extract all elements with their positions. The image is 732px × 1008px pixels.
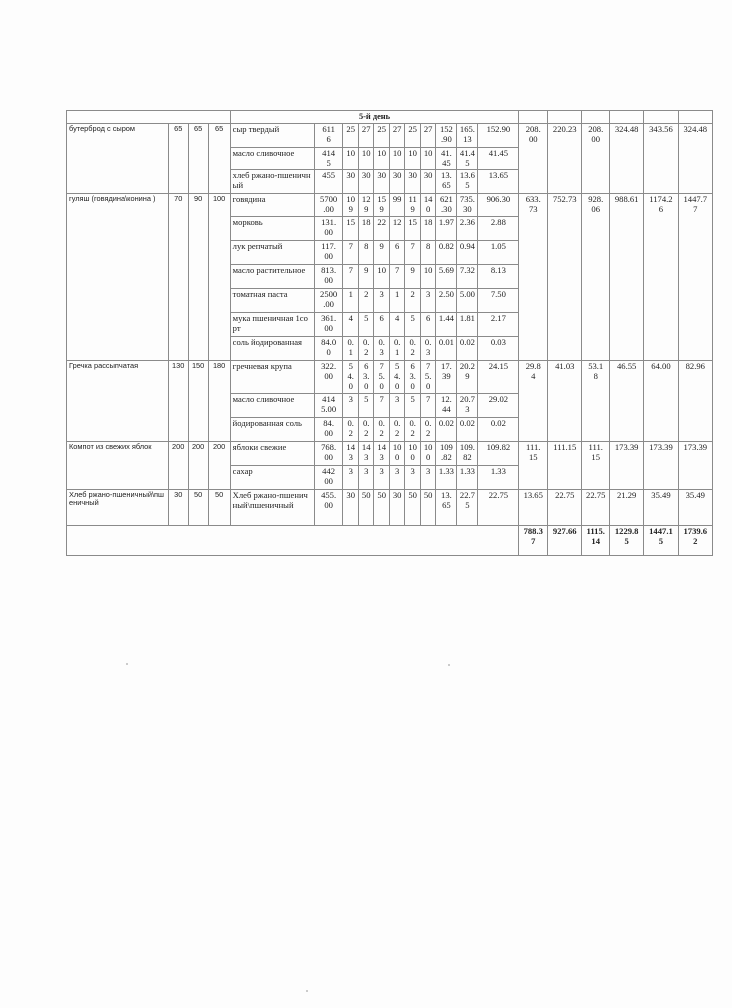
dish-total: 208. 00 [582, 123, 610, 194]
portion-weight: 70 [168, 194, 188, 361]
dish-total: 324.48 [678, 123, 712, 194]
ingredient-quantity: 15 [343, 217, 358, 241]
ingredient-quantity: 7 [389, 265, 404, 289]
ingredient-quantity: 75.0 [374, 361, 389, 394]
ingredient-quantity: 1 [389, 289, 404, 313]
ingredient-cost: 5.69 [436, 265, 457, 289]
dish-total: 1174.2 6 [644, 194, 678, 361]
ingredient-quantity: 30 [343, 489, 358, 525]
ingredient-quantity: 25 [374, 123, 389, 147]
ingredient-quantity: 109 [343, 194, 358, 217]
ingredient-total: 152.90 [478, 123, 519, 147]
scan-speck [306, 990, 308, 992]
ingredient-name: масло сливочное [230, 393, 314, 417]
ingredient-quantity: 0.3 [374, 337, 389, 361]
ingredient-price: 131. 00 [314, 217, 343, 241]
ingredient-price: 442 00 [314, 465, 343, 489]
ingredient-price: 84. 00 [314, 417, 343, 441]
dish-total: 35.49 [678, 489, 712, 525]
ingredient-price: 813. 00 [314, 265, 343, 289]
ingredient-name: морковь [230, 217, 314, 241]
ingredient-quantity: 1 [343, 289, 358, 313]
ingredient-quantity: 100 [420, 441, 435, 465]
ingredient-row [67, 361, 713, 394]
dish-total: 29.8 4 [519, 361, 548, 442]
ingredient-price: 414 5.00 [314, 393, 343, 417]
ingredient-total: 24.15 [478, 361, 519, 394]
ingredient-cost: 165. 13 [457, 123, 478, 147]
grand-total-value: 1447.1 5 [644, 525, 678, 555]
dish-name: бутерброд с сыром [67, 123, 169, 194]
ingredient-name: лук репчатый [230, 241, 314, 265]
ingredient-quantity: 15 [405, 217, 420, 241]
header-total-cell [519, 111, 548, 124]
ingredient-name: мука пшеничная 1сорт [230, 313, 314, 337]
dish-total: 22.75 [548, 489, 582, 525]
ingredient-price: 455 [314, 170, 343, 194]
ingredient-quantity: 7 [374, 393, 389, 417]
ingredient-cost: 13.6 5 [457, 170, 478, 194]
dish-total: 208. 00 [519, 123, 548, 194]
ingredient-quantity: 12 [389, 217, 404, 241]
ingredient-total: 2.88 [478, 217, 519, 241]
dish-name: гуляш (говядина\конина ) [67, 194, 169, 361]
ingredient-quantity: 27 [358, 123, 373, 147]
ingredient-quantity: 30 [389, 170, 404, 194]
ingredient-quantity: 3 [389, 465, 404, 489]
portion-weight: 180 [208, 361, 230, 442]
ingredient-quantity: 6 [389, 241, 404, 265]
ingredient-quantity: 3 [420, 289, 435, 313]
day-title: 5-й день [230, 111, 519, 124]
ingredient-cost: 41. 45 [436, 147, 457, 170]
ingredient-quantity: 0.2 [374, 417, 389, 441]
ingredient-price: 361. 00 [314, 313, 343, 337]
ingredient-cost: 7.32 [457, 265, 478, 289]
ingredient-quantity: 25 [405, 123, 420, 147]
ingredient-quantity: 10 [420, 147, 435, 170]
ingredient-cost: 2.50 [436, 289, 457, 313]
dish-total: 988.61 [610, 194, 644, 361]
ingredient-cost: 0.02 [457, 337, 478, 361]
ingredient-quantity: 75.0 [420, 361, 435, 394]
ingredient-name: масло растительное [230, 265, 314, 289]
grand-total-empty [67, 525, 519, 555]
dish-total: 35.49 [644, 489, 678, 525]
ingredient-quantity: 9 [405, 265, 420, 289]
ingredient-cost: 20.2 9 [457, 361, 478, 394]
portion-weight: 150 [188, 361, 208, 442]
portion-weight: 100 [208, 194, 230, 361]
ingredient-cost: 735. 30 [457, 194, 478, 217]
ingredient-quantity: 9 [358, 265, 373, 289]
ingredient-quantity: 3 [405, 465, 420, 489]
ingredient-cost: 1.97 [436, 217, 457, 241]
ingredient-quantity: 143 [343, 441, 358, 465]
dish-total: 111. 15 [582, 441, 610, 489]
ingredient-total: 22.75 [478, 489, 519, 525]
ingredient-quantity: 140 [420, 194, 435, 217]
ingredient-cost: 22.7 5 [457, 489, 478, 525]
ingredient-cost: 109. 82 [457, 441, 478, 465]
portion-weight: 65 [168, 123, 188, 194]
ingredient-quantity: 0.1 [389, 337, 404, 361]
dish-name: Гречка рассыпчатая [67, 361, 169, 442]
dish-total: 22.75 [582, 489, 610, 525]
ingredient-name: йодированная соль [230, 417, 314, 441]
ingredient-quantity: 27 [420, 123, 435, 147]
ingredient-cost: 13. 65 [436, 170, 457, 194]
ingredient-row [67, 441, 713, 465]
ingredient-quantity: 8 [358, 241, 373, 265]
ingredient-quantity: 0.1 [343, 337, 358, 361]
menu-cost-table [66, 110, 713, 556]
portion-weight: 90 [188, 194, 208, 361]
ingredient-total: 1.33 [478, 465, 519, 489]
ingredient-name: соль йодированная [230, 337, 314, 361]
ingredient-quantity: 159 [374, 194, 389, 217]
dish-total: 13.65 [519, 489, 548, 525]
ingredient-quantity: 22 [374, 217, 389, 241]
ingredient-quantity: 2 [405, 289, 420, 313]
ingredient-quantity: 0.2 [358, 337, 373, 361]
ingredient-cost: 12. 44 [436, 393, 457, 417]
ingredient-total: 1.05 [478, 241, 519, 265]
ingredient-name: масло сливочное [230, 147, 314, 170]
dish-total: 64.00 [644, 361, 678, 442]
ingredient-total: 41.45 [478, 147, 519, 170]
ingredient-name: Хлеб ржано-пшеничный\пшеничный [230, 489, 314, 525]
header-empty-cell [67, 111, 231, 124]
ingredient-quantity: 3 [343, 393, 358, 417]
ingredient-cost: 0.01 [436, 337, 457, 361]
ingredient-cost: 0.02 [457, 417, 478, 441]
ingredient-total: 0.02 [478, 417, 519, 441]
grand-total-value: 927.66 [548, 525, 582, 555]
ingredient-quantity: 0.2 [420, 417, 435, 441]
ingredient-quantity: 18 [358, 217, 373, 241]
dish-total: 173.39 [678, 441, 712, 489]
ingredient-quantity: 5 [405, 313, 420, 337]
day-header-row [67, 111, 713, 124]
ingredient-quantity: 4 [343, 313, 358, 337]
ingredient-total: 13.65 [478, 170, 519, 194]
dish-total: 343.56 [644, 123, 678, 194]
dish-total: 111. 15 [519, 441, 548, 489]
ingredient-price: 2500 .00 [314, 289, 343, 313]
ingredient-quantity: 50 [358, 489, 373, 525]
ingredient-cost: 5.00 [457, 289, 478, 313]
ingredient-name: томатная паста [230, 289, 314, 313]
dish-total: 82.96 [678, 361, 712, 442]
header-total-cell [548, 111, 582, 124]
ingredient-cost: 17. 39 [436, 361, 457, 394]
ingredient-price: 322. 00 [314, 361, 343, 394]
dish-total: 633. 73 [519, 194, 548, 361]
ingredient-cost: 1.33 [436, 465, 457, 489]
ingredient-price: 611 6 [314, 123, 343, 147]
ingredient-quantity: 63.0 [405, 361, 420, 394]
ingredient-quantity: 0.3 [420, 337, 435, 361]
portion-weight: 200 [188, 441, 208, 489]
dish-total: 173.39 [610, 441, 644, 489]
dish-total: 752.73 [548, 194, 582, 361]
ingredient-quantity: 54.0 [343, 361, 358, 394]
ingredient-quantity: 3 [420, 465, 435, 489]
grand-total-value: 788.3 7 [519, 525, 548, 555]
ingredient-quantity: 6 [374, 313, 389, 337]
dish-total: 21.29 [610, 489, 644, 525]
ingredient-quantity: 7 [405, 241, 420, 265]
ingredient-quantity: 54. 0 [389, 361, 404, 394]
ingredient-cost: 0.94 [457, 241, 478, 265]
ingredient-quantity: 18 [420, 217, 435, 241]
dish-total: 46.55 [610, 361, 644, 442]
ingredient-quantity: 119 [405, 194, 420, 217]
ingredient-total: 7.50 [478, 289, 519, 313]
ingredient-total: 8.13 [478, 265, 519, 289]
ingredient-cost: 13. 65 [436, 489, 457, 525]
ingredient-price: 414 5 [314, 147, 343, 170]
ingredient-name: яблоки свежие [230, 441, 314, 465]
scan-speck [126, 663, 128, 665]
dish-total: 173.39 [644, 441, 678, 489]
ingredient-quantity: 5 [358, 313, 373, 337]
ingredient-price: 455. 00 [314, 489, 343, 525]
ingredient-cost: 20.7 3 [457, 393, 478, 417]
portion-weight: 65 [188, 123, 208, 194]
ingredient-quantity: 10 [374, 147, 389, 170]
dish-name: Компот из свежих яблок [67, 441, 169, 489]
header-total-cell [610, 111, 644, 124]
ingredient-quantity: 50 [420, 489, 435, 525]
ingredient-quantity: 143 [374, 441, 389, 465]
ingredient-row [67, 123, 713, 147]
ingredient-total: 29.02 [478, 393, 519, 417]
ingredient-quantity: 3 [389, 393, 404, 417]
ingredient-cost: 1.33 [457, 465, 478, 489]
ingredient-quantity: 129 [358, 194, 373, 217]
dish-total: 1447.7 7 [678, 194, 712, 361]
ingredient-price: 84.0 0 [314, 337, 343, 361]
ingredient-cost: 0.82 [436, 241, 457, 265]
ingredient-cost: 1.44 [436, 313, 457, 337]
ingredient-quantity: 0.2 [358, 417, 373, 441]
ingredient-quantity: 30 [389, 489, 404, 525]
ingredient-quantity: 50 [405, 489, 420, 525]
ingredient-quantity: 4 [389, 313, 404, 337]
dish-total: 220.23 [548, 123, 582, 194]
ingredient-quantity: 30 [420, 170, 435, 194]
dish-total: 928. 06 [582, 194, 610, 361]
ingredient-quantity: 30 [343, 170, 358, 194]
ingredient-total: 0.03 [478, 337, 519, 361]
dish-name: Хлеб ржано-пшеничный\пшеничный [67, 489, 169, 525]
ingredient-cost: 2.36 [457, 217, 478, 241]
ingredient-row [67, 489, 713, 525]
ingredient-quantity: 3 [343, 465, 358, 489]
ingredient-quantity: 3 [358, 465, 373, 489]
ingredient-name: сыр твердый [230, 123, 314, 147]
dish-total: 111.15 [548, 441, 582, 489]
ingredient-quantity: 30 [374, 170, 389, 194]
ingredient-cost: 109 .82 [436, 441, 457, 465]
grand-total-value: 1739.6 2 [678, 525, 712, 555]
ingredient-cost: 621 .30 [436, 194, 457, 217]
ingredient-quantity: 3 [374, 465, 389, 489]
ingredient-quantity: 30 [358, 170, 373, 194]
ingredient-quantity: 100 [389, 441, 404, 465]
ingredient-total: 109.82 [478, 441, 519, 465]
portion-weight: 30 [168, 489, 188, 525]
ingredient-quantity: 7 [343, 241, 358, 265]
ingredient-name: хлеб ржано-пшеничный [230, 170, 314, 194]
ingredient-cost: 152 .90 [436, 123, 457, 147]
ingredient-quantity: 30 [405, 170, 420, 194]
ingredient-quantity: 6 [420, 313, 435, 337]
ingredient-quantity: 50 [374, 489, 389, 525]
ingredient-quantity: 8 [420, 241, 435, 265]
ingredient-name: сахар [230, 465, 314, 489]
ingredient-price: 5700 .00 [314, 194, 343, 217]
ingredient-quantity: 10 [343, 147, 358, 170]
ingredient-price: 768. 00 [314, 441, 343, 465]
ingredient-quantity: 0.2 [405, 337, 420, 361]
ingredient-quantity: 9 [374, 241, 389, 265]
ingredient-price: 117. 00 [314, 241, 343, 265]
ingredient-quantity: 10 [389, 147, 404, 170]
portion-weight: 50 [188, 489, 208, 525]
portion-weight: 200 [208, 441, 230, 489]
ingredient-cost: 0.02 [436, 417, 457, 441]
ingredient-quantity: 100 [405, 441, 420, 465]
dish-total: 53.1 8 [582, 361, 610, 442]
ingredient-cost: 1.81 [457, 313, 478, 337]
ingredient-quantity: 3 [374, 289, 389, 313]
portion-weight: 200 [168, 441, 188, 489]
scan-speck [448, 664, 450, 666]
ingredient-quantity: 99 [389, 194, 404, 217]
ingredient-cost: 41.4 5 [457, 147, 478, 170]
ingredient-total: 906.30 [478, 194, 519, 217]
ingredient-quantity: 25 [343, 123, 358, 147]
ingredient-quantity: 7 [343, 265, 358, 289]
ingredient-row [67, 194, 713, 217]
ingredient-quantity: 2 [358, 289, 373, 313]
ingredient-total: 2.17 [478, 313, 519, 337]
grand-total-value: 1229.8 5 [610, 525, 644, 555]
ingredient-quantity: 10 [405, 147, 420, 170]
portion-weight: 50 [208, 489, 230, 525]
grand-total-value: 1115. 14 [582, 525, 610, 555]
ingredient-quantity: 10 [358, 147, 373, 170]
ingredient-quantity: 63.0 [358, 361, 373, 394]
ingredient-quantity: 0.2 [343, 417, 358, 441]
header-total-cell [678, 111, 712, 124]
header-total-cell [644, 111, 678, 124]
dish-total: 41.03 [548, 361, 582, 442]
ingredient-quantity: 7 [420, 393, 435, 417]
ingredient-quantity: 10 [420, 265, 435, 289]
portion-weight: 65 [208, 123, 230, 194]
ingredient-name: гречневая крупа [230, 361, 314, 394]
ingredient-quantity: 143 [358, 441, 373, 465]
portion-weight: 130 [168, 361, 188, 442]
dish-total: 324.48 [610, 123, 644, 194]
ingredient-quantity: 0.2 [405, 417, 420, 441]
ingredient-quantity: 10 [374, 265, 389, 289]
ingredient-name: говядина [230, 194, 314, 217]
ingredient-quantity: 5 [358, 393, 373, 417]
ingredient-quantity: 5 [405, 393, 420, 417]
grand-total-row [67, 525, 713, 555]
ingredient-quantity: 27 [389, 123, 404, 147]
ingredient-quantity: 0.2 [389, 417, 404, 441]
header-total-cell [582, 111, 610, 124]
